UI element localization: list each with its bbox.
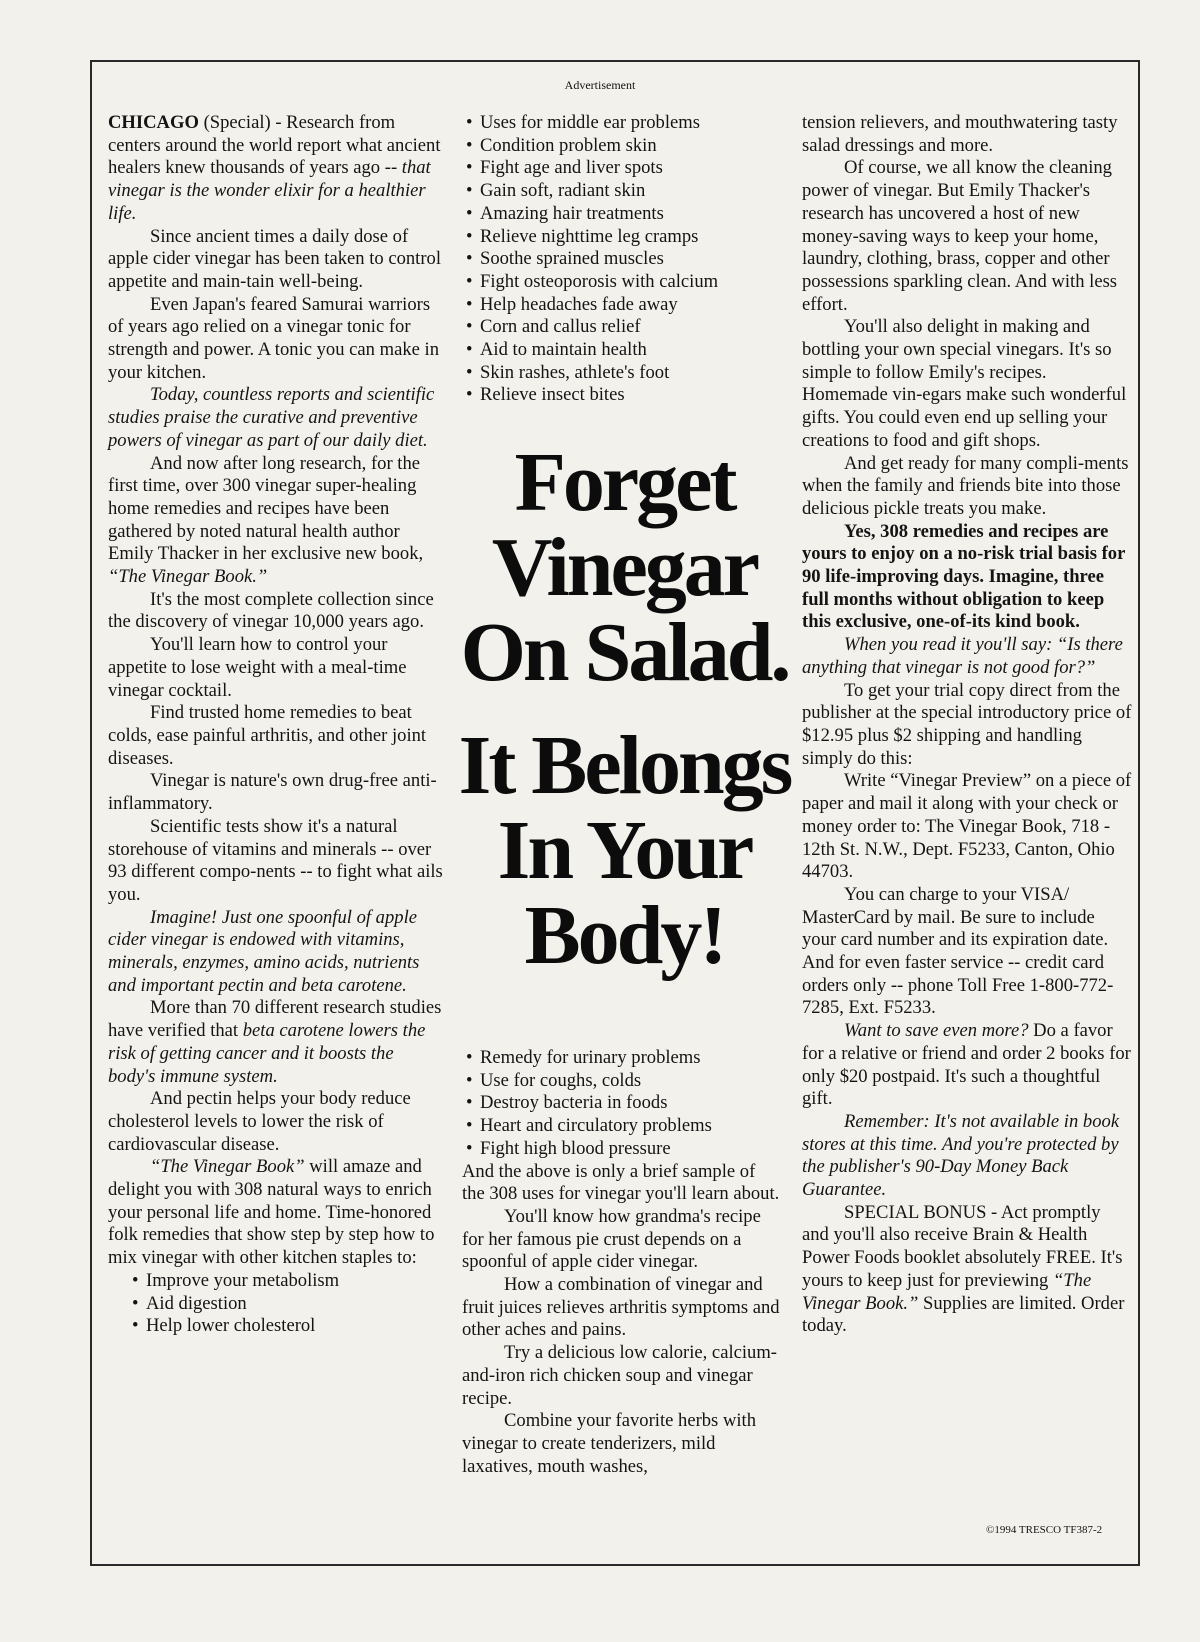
paragraph: You'll know how grandma's recipe for her famous pie crust depends on a spoonful of apple cider vinegar. <box>462 1205 761 1273</box>
headline-line: Forget <box>514 436 735 529</box>
list-item: • Relieve insect bites <box>462 384 782 407</box>
paragraph: Today, countless reports and scientific studies praise the curative and preventive powers of vinegar as part of our daily diet. <box>108 384 435 451</box>
paragraph: Imagine! Just one spoonful of apple cider vinegar is endowed with vitamins, minerals, enzymes, amino acids, nutrients and important pectin and beta carotene. <box>108 906 420 996</box>
paragraph: To get your trial copy direct from the publisher at the special introductory price of $12.95 plus $2 shipping and handling simply do this: <box>802 679 1132 769</box>
intro-paragraph: CHICAGO (Special) - Research from centers around the world report what ancient healers knew thousands of years ago -- that vinegar is the wonder elixir for a healthier life. <box>108 112 441 224</box>
list-item: • Help headaches fade away <box>462 294 782 317</box>
list-item: • Skin rashes, athlete's foot <box>462 362 782 385</box>
paragraph: It's the most complete collection since the discovery of vinegar 10,000 years ago. <box>108 588 434 633</box>
list-item: • Improve your metabolism <box>108 1270 443 1293</box>
list-item: • Soothe sprained muscles <box>462 248 782 271</box>
advertisement-label: Advertisement <box>564 78 636 92</box>
offer-paragraph: Yes, 308 remedies and recipes are yours to enjoy on a no-risk trial basis for 90 life-improving days. Imagine, three full months without obligation to keep this exclusive, one-of-its kind book. <box>802 520 1125 633</box>
list-item: • Gain soft, radiant skin <box>462 180 782 203</box>
list-item: • Destroy bacteria in foods <box>462 1092 782 1115</box>
headline-line: It Belongs <box>458 719 791 812</box>
paragraph: And get ready for many compli-ments when the family and friends bite into those delicious pickle treats you make. <box>802 452 1129 519</box>
list-item: • Fight high blood pressure <box>462 1138 782 1161</box>
right-column <box>802 112 1132 1338</box>
paragraph: Vinegar is nature's own drug-free anti-inflammatory. <box>108 770 437 815</box>
paragraph: Since ancient times a daily dose of apple cider vinegar has been taken to control appetite and main-tain well-being. <box>108 225 441 292</box>
paragraph: Try a delicious low calorie, calcium-and-iron rich chicken soup and vinegar recipe. <box>462 1342 777 1409</box>
middle-column-top <box>462 112 782 407</box>
paragraph: SPECIAL BONUS - Act promptly and you'll also receive Brain & Health Power Foods booklet absolutely FREE. It's yours to keep just for previewing “The Vinegar Book.” Supplies are limited. Order today. <box>802 1201 1125 1337</box>
paragraph: Of course, we all know the cleaning power of vinegar. But Emily Thacker's research has uncovered a host of new money-saving ways to keep your home, laundry, clothing, brass, copper and other possessions sparkling clean. And with less effort. <box>802 157 1118 315</box>
list-item: • Aid digestion <box>108 1293 443 1316</box>
paragraph: And the above is only a brief sample of the 308 uses for vinegar you'll learn about. <box>462 1160 780 1205</box>
list-item: • Use for coughs, colds <box>462 1070 782 1093</box>
benefit-list <box>462 1047 782 1161</box>
headline-line: Body! <box>524 889 725 982</box>
list-item: • Amazing hair treatments <box>462 203 782 226</box>
list-item: • Heart and circulatory problems <box>462 1115 782 1138</box>
headline-line: Vinegar <box>491 521 758 614</box>
benefit-list <box>108 1270 443 1338</box>
list-item: • Help lower cholesterol <box>108 1315 443 1338</box>
headline-line: On Salad. <box>460 606 789 699</box>
list-item: • Corn and callus relief <box>462 316 782 339</box>
dateline: CHICAGO <box>108 112 199 133</box>
paragraph: Scientific tests show it's a natural storehouse of vitamins and minerals -- over 93 different compo-nents -- to fight what ails you. <box>108 815 443 905</box>
paragraph: “The Vinegar Book” will amaze and delight you with 308 natural ways to enrich your personal life and home. Time-honored folk remedies that show step by step how to mix vinegar with other kitchen staples to: <box>108 1156 435 1269</box>
list-item: • Condition problem skin <box>462 135 782 158</box>
paragraph: Even Japan's feared Samurai warriors of years ago relied on a vinegar tonic for strength and power. A tonic you can make in your kitchen. <box>108 293 440 383</box>
paragraph: And now after long research, for the first time, over 300 vinegar super-healing home remedies and recipes have been gathered by noted natural health author Emily Thacker in her exclusive new book, “The Vinegar Book.” <box>108 452 424 588</box>
list-item: • Uses for middle ear problems <box>462 112 782 135</box>
list-item: • Aid to maintain health <box>462 339 782 362</box>
copyright-notice: ©1994 TRESCO TF387-2 <box>986 1524 1103 1536</box>
paragraph: How a combination of vinegar and fruit juices relieves arthritis symptoms and other aches and pains. <box>462 1274 780 1341</box>
left-column <box>108 112 443 1338</box>
list-item: • Fight age and liver spots <box>462 157 782 180</box>
list-item: • Relieve nighttime leg cramps <box>462 226 782 249</box>
paragraph: Combine your favorite herbs with vinegar to create tenderizers, mild laxatives, mouth washes, <box>462 1410 756 1477</box>
order-instructions: Write “Vinegar Preview” on a piece of paper and mail it along with your check or money order to: The Vinegar Book, 718 - 12th St. N.W., Dept. F5233, Canton, Ohio 44703. <box>802 770 1132 883</box>
list-item: • Fight osteoporosis with calcium <box>462 271 782 294</box>
benefit-list <box>462 112 782 407</box>
list-item: • Remedy for urinary problems <box>462 1047 782 1070</box>
headline <box>452 436 797 982</box>
paragraph: Want to save even more? Do a favor for a relative or friend and order 2 books for only $20 postpaid. It's such a thoughtful gift. <box>802 1020 1131 1110</box>
paragraph: Find trusted home remedies to beat colds, ease painful arthritis, and other joint diseases. <box>108 702 427 769</box>
paragraph: Remember: It's not available in book stores at this time. And you're protected by the publisher's 90-Day Money Back Guarantee. <box>802 1110 1120 1201</box>
paragraph: And pectin helps your body reduce cholesterol levels to lower the risk of cardiovascular disease. <box>108 1088 411 1155</box>
headline-line: In Your <box>497 804 752 897</box>
paragraph: You can charge to your VISA/ MasterCard by mail. Be sure to include your card number and its expiration date. And for even faster service -- credit card orders only -- phone Toll Free 1-800-772-7285, Ext. F5233. <box>802 883 1114 1019</box>
paragraph: More than 70 different research studies have verified that beta carotene lowers the risk of getting cancer and it boosts the body's immune system. <box>108 997 442 1087</box>
paragraph: You'll learn how to control your appetite to lose weight with a meal-time vinegar cocktail. <box>108 634 407 701</box>
paragraph: You'll also delight in making and bottling your own special vinegars. It's so simple to follow Emily's recipes. Homemade vin-egars make such wonderful gifts. You could even end up selling your creations to food and gift shops. <box>802 316 1127 451</box>
paragraph: tension relievers, and mouthwatering tasty salad dressings and more. <box>802 112 1118 156</box>
paragraph: When you read it you'll say: “Is there anything that vinegar is not good for?” <box>802 634 1123 678</box>
middle-column-bottom <box>462 1047 782 1478</box>
